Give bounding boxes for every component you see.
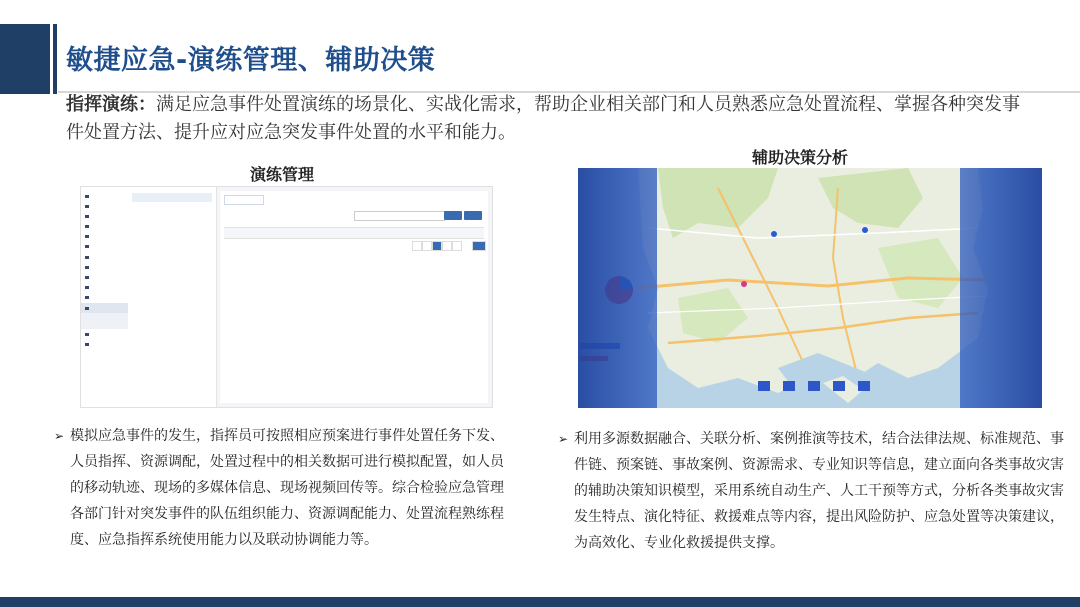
drill-bullet-text: 模拟应急事件的发生，指挥员可按照相应预案进行事件处置任务下发、人员指挥、资源调配，处置过程中的相关数据可进行模拟配置，如人员的移动轨迹、现场的多媒体信息、现场视频回传等。综合检验应急管理各部门针对突发事件的队伍组织能力、资源调配能力、处置流程熟练程度、应急指挥系统使用能力以及联动协调能力等。 xyxy=(70,428,504,548)
intro-label: 指挥演练： xyxy=(66,94,156,115)
bottom-bar xyxy=(0,597,1080,607)
drill-pager xyxy=(224,241,484,251)
decision-map-screenshot xyxy=(578,168,1042,408)
drill-heading: 演练管理 xyxy=(250,165,315,184)
map-left-panel xyxy=(578,168,657,408)
drill-bullet xyxy=(54,423,515,553)
intro-text: 满足应急事件处置演练的场景化、实战化需求，帮助企业相关部门和人员熟悉应急处置流程、掌握各种突发事件处置方法、提升应对应急突发事件处置的水平和能力。 xyxy=(66,94,1020,143)
drill-sidebar xyxy=(81,187,129,407)
decision-bullet-text: 利用多源数据融合、关联分析、案例推演等技术，结合法律法规、标准规范、事件链、预案链、事故案例、资源需求、专业知识等信息，建立面向各类事故灾害的辅助决策知识模型，采用系统自动生产、人工干预等方式，分析各类事故灾害发生特点、演化特征、救援难点等内容，提出风险防护、应急处置等决策建议，为高效化、专业化救援提供支撑。 xyxy=(574,431,1064,551)
intro-paragraph xyxy=(66,91,1026,147)
map-right-panel xyxy=(960,168,1042,408)
drill-tree-panel xyxy=(128,187,217,407)
drill-table-header xyxy=(224,227,484,239)
slide-title: 敏捷应急-演练管理、辅助决策 xyxy=(66,45,436,76)
accent-thin-bar xyxy=(53,24,57,94)
drill-main-panel xyxy=(220,191,488,403)
decision-heading: 辅助决策分析 xyxy=(752,148,849,167)
drill-screenshot xyxy=(80,186,493,408)
decision-bullet xyxy=(558,426,1064,556)
accent-bar xyxy=(0,24,50,94)
bullet-arrow-icon: ➢ xyxy=(54,429,65,443)
bullet-arrow-icon: ➢ xyxy=(558,432,569,446)
